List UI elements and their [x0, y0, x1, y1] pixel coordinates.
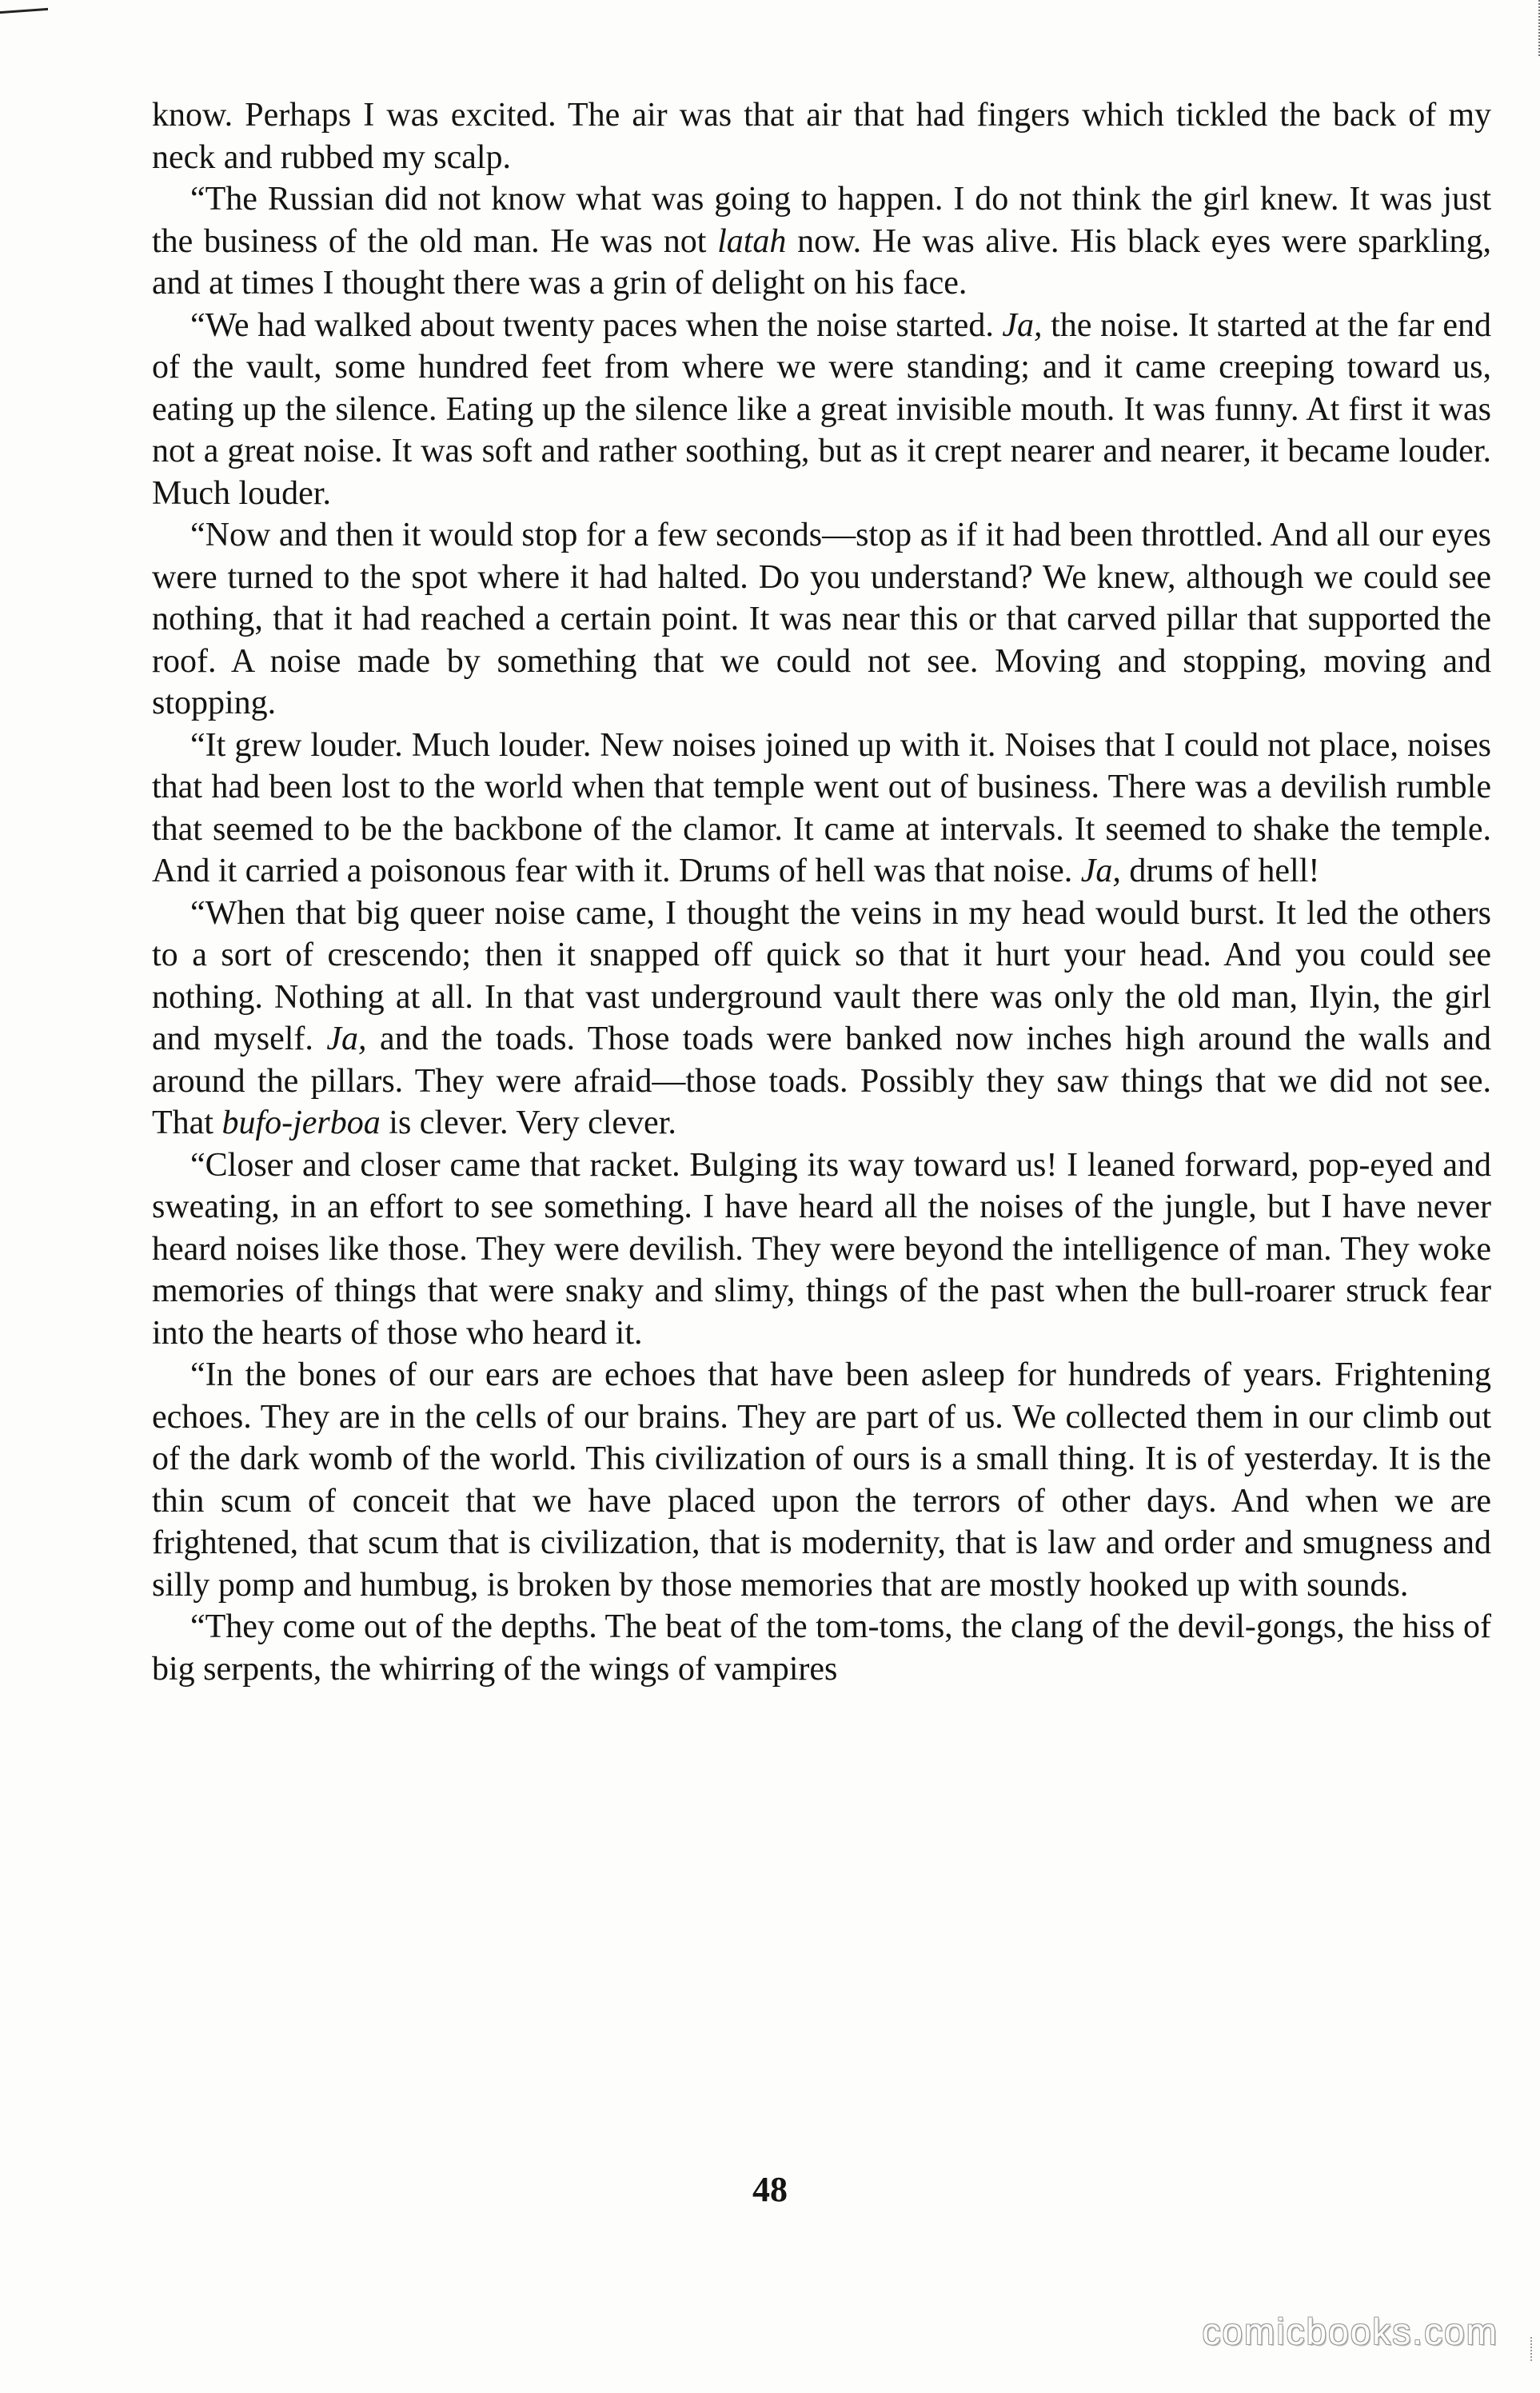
paragraph-text: “It grew louder. Much louder. New noises joined up with it. Noises that I could not place, noises that had been lost to the world when that temple went out of business. There was a devilish rumble that seemed to be the backbone of the clamor. It came at intervals. It seemed to shake the temple. And it carried a poisonous fear with it. Drums of hell was that noise. [152, 726, 1491, 889]
scan-footer-marks [1518, 2337, 1532, 2361]
paragraph-text: “Closer and closer came that racket. Bulging its way toward us! I leaned forward, pop-eyed and sweating, in an effort to see something. I have heard all the noises of the jungle, but I have never heard noises like those. They were devilish. They were beyond the intelligence of man. They woke memories of things that were snaky and slimy, things of the past when the bull-roarer struck fear into the hearts of those who heard it. [152, 1146, 1491, 1352]
paragraph-text: now. He was alive. His black eyes were sparkling, and at times I thought there was a grin of delight on his face. [152, 222, 1491, 302]
paragraph [152, 1606, 1491, 1690]
paragraph-text: drums of hell! [1120, 853, 1320, 889]
paragraph-text: “They come out of the depths. The beat of the tom-toms, the clang of the devil-gongs, the hiss of big serpents, the whirring of the wings of vampires [152, 1608, 1491, 1688]
paragraph-text: “We had walked about twenty paces when the noise started. [190, 306, 1003, 344]
scan-corner-mark [0, 0, 48, 14]
italic-text: Ja, [1002, 306, 1043, 344]
italic-text: bufo-jerboa [221, 1105, 381, 1141]
paragraph-text: and the toads. Those toads were banked now inches high around the walls and around the pillars. They were afraid—those toads. Possibly they saw things that we did not see. That [152, 1021, 1492, 1141]
paragraph-text: know. Perhaps I was excited. The air was that air that had fingers which tickled the back of my neck and rubbed my scalp. [152, 97, 1491, 176]
body-text [152, 94, 1491, 1690]
paragraph [152, 725, 1491, 893]
paragraph-text: is clever. Very clever. [380, 1105, 676, 1141]
paragraph-text: “Now and then it would stop for a few seconds—stop as if it had been throttled. And all our eyes were turned to the spot where it had halted. Do you understand? We knew, although we could see nothing, that it had reached a certain point. It was near this or that carved pillar that supported the roof. A noise made by something that we could not see. Moving and stopping, moving and stopping. [152, 517, 1491, 721]
paragraph [152, 94, 1491, 178]
paragraph [152, 1145, 1491, 1355]
paragraph-text: “In the bones of our ears are echoes that have been asleep for hundreds of years. Frightening echoes. They are in the cells of our brains. They are part of us. We collected them in our climb out of the dark womb of the world. This civilization of ours is a small thing. It is of yesterday. It is the thin scum of conceit that we have placed upon the terrors of other days. And when we are frightened, that scum that is civilization, that is modernity, that is law and order and smugness and silly pomp and humbug, is broken by those memories that are mostly hooked up with sounds. [152, 1356, 1491, 1604]
page-number: 48 [752, 2170, 788, 2209]
paragraph-text: the noise. It started at the far end of the vault, some hundred feet from where we were standing; and it came creeping toward us, eating up the silence. Eating up the silence like a great invisible mouth. It was funny. At first it was not a great noise. It was soft and rather soothing, but as it crept nearer and nearer, it became louder. Much louder. [152, 306, 1491, 512]
paragraph [152, 514, 1491, 725]
italic-text: latah [717, 222, 787, 260]
paragraph-text: “The Russian did not know what was going to happen. I do not think the girl knew. It was just the business of the old man. He was not [152, 181, 1491, 260]
italic-text: Ja, [1080, 853, 1121, 889]
scan-edge-marks [1522, 0, 1540, 56]
paragraph [152, 178, 1491, 305]
paragraph-text: “When that big queer noise came, I thought the veins in my head would burst. It led the others to a sort of crescendo; then it snapped off quick so that it hurt your head. And you could see nothing. Nothing at all. In that vast underground vault there was only the old man, Ilyin, the girl and myself. [152, 894, 1491, 1057]
paragraph [152, 305, 1491, 515]
paragraph [152, 1354, 1491, 1606]
italic-text: Ja, [326, 1021, 367, 1057]
paragraph [152, 893, 1491, 1145]
watermark-logo: comicbooks.com [1202, 2311, 1498, 2352]
